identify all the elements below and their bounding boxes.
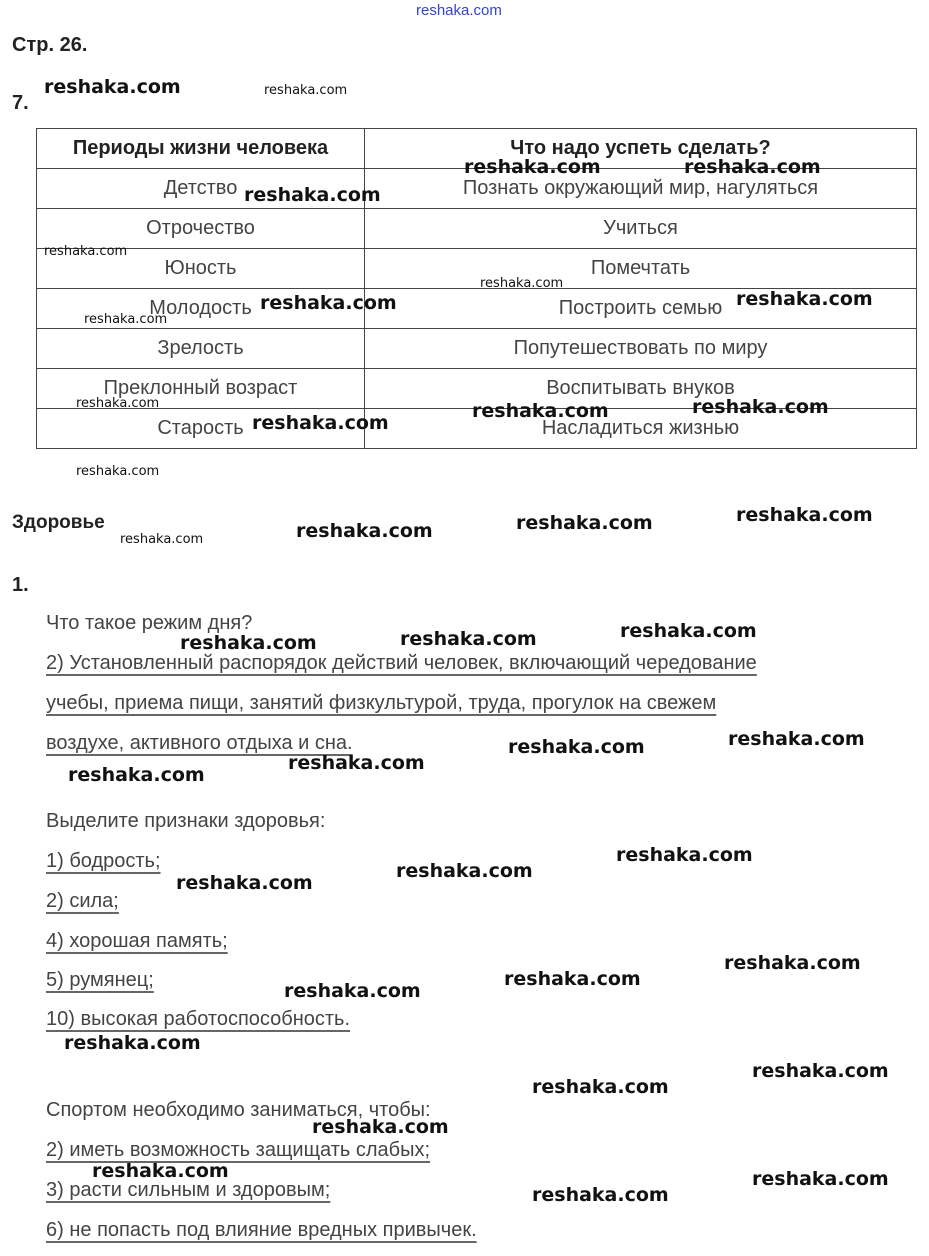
todo-cell: Учиться xyxy=(365,209,917,249)
watermark: reshaka.com xyxy=(752,1168,889,1190)
watermark: reshaka.com xyxy=(288,752,425,774)
period-cell: Детство xyxy=(37,169,365,209)
answer-line: учебы, приема пищи, занятий физкультурой, труда, прогулок на свежем xyxy=(46,692,717,714)
question-health-signs: Выделите признаки здоровья: xyxy=(46,810,326,832)
watermark: reshaka.com xyxy=(264,83,348,98)
question-day-regime: Что такое режим дня? xyxy=(46,612,253,634)
watermark: reshaka.com xyxy=(68,764,205,786)
todo-cell: Построить семью xyxy=(365,289,917,329)
watermark: reshaka.com xyxy=(312,1116,449,1138)
period-cell: Отрочество xyxy=(37,209,365,249)
watermark: reshaka.com xyxy=(92,1160,229,1182)
table-row xyxy=(37,329,917,369)
question-sport: Спортом необходимо заниматься, чтобы: xyxy=(46,1099,431,1121)
watermark: reshaka.com xyxy=(504,968,641,990)
watermark: reshaka.com xyxy=(620,620,757,642)
watermark: reshaka.com xyxy=(244,184,381,206)
answer-item: 4) хорошая память; xyxy=(46,930,228,952)
todo-cell: Насладиться жизнью xyxy=(365,409,917,449)
header-periods: Периоды жизни человека xyxy=(37,129,365,169)
table-row xyxy=(37,249,917,289)
answer-item: 5) румянец; xyxy=(46,969,154,991)
todo-cell: Помечтать xyxy=(365,249,917,289)
page-label: Стр. 26. xyxy=(12,34,88,56)
watermark: reshaka.com xyxy=(64,1032,201,1054)
watermark: reshaka.com xyxy=(736,504,873,526)
answer-item: 6) не попасть под влияние вредных привычек. xyxy=(46,1219,477,1241)
answer-item: 10) высокая работоспособность. xyxy=(46,1008,351,1030)
task-7-number: 7. xyxy=(12,92,29,114)
period-cell: Юность xyxy=(37,249,365,289)
watermark: reshaka.com xyxy=(76,396,160,411)
answer-item: 1) бодрость; xyxy=(46,850,161,872)
watermark: reshaka.com xyxy=(616,844,753,866)
watermark: reshaka.com xyxy=(728,728,865,750)
watermark: reshaka.com xyxy=(252,412,389,434)
watermark: reshaka.com xyxy=(472,400,609,422)
watermark: reshaka.com xyxy=(76,464,160,479)
answer-item: 3) расти сильным и здоровым; xyxy=(46,1179,331,1201)
answer-line: воздухе, активного отдыха и сна. xyxy=(46,732,353,754)
answer-item: 2) сила; xyxy=(46,890,119,912)
watermark: reshaka.com xyxy=(532,1184,669,1206)
header-watermark: reshaka.com xyxy=(416,2,502,19)
header-todo: Что надо успеть сделать? xyxy=(365,129,917,169)
watermark: reshaka.com xyxy=(724,952,861,974)
todo-cell: Попутешествовать по миру xyxy=(365,329,917,369)
watermark: reshaka.com xyxy=(464,156,601,178)
watermark: reshaka.com xyxy=(396,860,533,882)
todo-cell: Познать окружающий мир, нагуляться xyxy=(365,169,917,209)
answer-item: 2) иметь возможность защищать слабых; xyxy=(46,1139,431,1161)
todo-cell: Воспитывать внуков xyxy=(365,369,917,409)
watermark: reshaka.com xyxy=(752,1060,889,1082)
task-1-number: 1. xyxy=(12,574,29,596)
watermark: reshaka.com xyxy=(44,76,181,98)
watermark: reshaka.com xyxy=(400,628,537,650)
period-cell: Преклонный возраст xyxy=(37,369,365,409)
watermark: reshaka.com xyxy=(44,244,128,259)
section-title: Здоровье xyxy=(12,512,105,533)
watermark: reshaka.com xyxy=(736,288,873,310)
period-cell: Старость xyxy=(37,409,365,449)
answer-line: 2) Установленный распорядок действий человек, включающий чередование xyxy=(46,652,757,674)
watermark: reshaka.com xyxy=(508,736,645,758)
watermark: reshaka.com xyxy=(684,156,821,178)
watermark: reshaka.com xyxy=(180,632,317,654)
watermark: reshaka.com xyxy=(260,292,397,314)
watermark: reshaka.com xyxy=(532,1076,669,1098)
watermark: reshaka.com xyxy=(176,872,313,894)
watermark: reshaka.com xyxy=(692,396,829,418)
watermark: reshaka.com xyxy=(284,980,421,1002)
watermark: reshaka.com xyxy=(480,276,564,291)
watermark: reshaka.com xyxy=(296,520,433,542)
table-row xyxy=(37,209,917,249)
watermark: reshaka.com xyxy=(120,532,204,547)
period-cell: Зрелость xyxy=(37,329,365,369)
watermark: reshaka.com xyxy=(516,512,653,534)
period-cell: Молодость xyxy=(37,289,365,329)
watermark: reshaka.com xyxy=(84,312,168,327)
